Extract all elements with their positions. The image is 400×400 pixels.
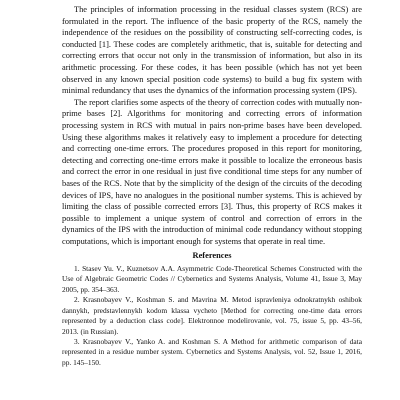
reference-item-1: 1. Stasev Yu. V., Kuznetsov A.A. Asymmetric Code-Theoretical Schemes Constructed with the Use of Algebraic Geometric Codes // Cybernetics and Systems Analysis, Volume 41, Issue 3, May 2005, pp. 354–363. — [62, 264, 362, 294]
reference-item-3: 3. Krasnobayev V., Yanko A. and Koshman S. A Method for arithmetic comparison of data represented in a residue number system. Cybernetics and Systems Analysis, vol. 52, Issue 1, 2016, pp. 145–150. — [62, 336, 362, 367]
references-heading: References — [192, 251, 232, 261]
body-paragraph-1: The principles of information processing in the residual classes system (RCS) are formulated in the report. The influence of the basic property of the RCS, namely the independence of the residues on the possibility of constructing self-correcting codes, is conducted [1]. These codes are completely arithmetic, that is, suitable for detecting and correcting errors that occur not only in the transmission of information, but also in its arithmetic processing. For these codes, it has been possible (which has not yet been observed in any known special position code systems) to build a bug fix system with minimal redundancy that uses the dynamics of the information processing system (IPS). — [62, 5, 362, 96]
paper-page — [62, 4, 362, 368]
body-paragraph-2: The report clarifies some aspects of the theory of correction codes with mutually non-prime bases [2]. Algorithms for monitoring and correcting errors of information processing system in RCS with mutual in pairs non-prime bases have been developed. Using these algorithms makes it relatively easy to implement a procedure for detecting and correcting one-time errors. The procedures proposed in this report for monitoring, detecting and correcting one-time errors make it possible to localize the erroneous basis and correct the error in one residual in just five conditional time steps for any number of bases of the RCS. Note that by the simplicity of the design of the circuits of the decoding devices of IPS, have no analogues in the positional number systems. This is achieved by limiting the class of possible corrected errors [3]. Thus, this property of RCS makes it possible to implement a unique system of control and correction of errors in the dynamics of the IPS with the introduction of minimal code redundancy without stopping computations, which is important enough for systems that operate in real time. — [62, 97, 362, 246]
reference-item-2: 2. Krasnobayev V., Koshman S. and Mavrina M. Metod ispravleniya odnokratnykh oshibok dannykh, predstavlennykh kodom klassa vycheto [Method for correcting one-time data errors represented by a deduction class code]. Elektronnoe modelirovanie, vol. 75, issue 5, pp. 43–56, 2013. (in Russian). — [62, 295, 362, 336]
